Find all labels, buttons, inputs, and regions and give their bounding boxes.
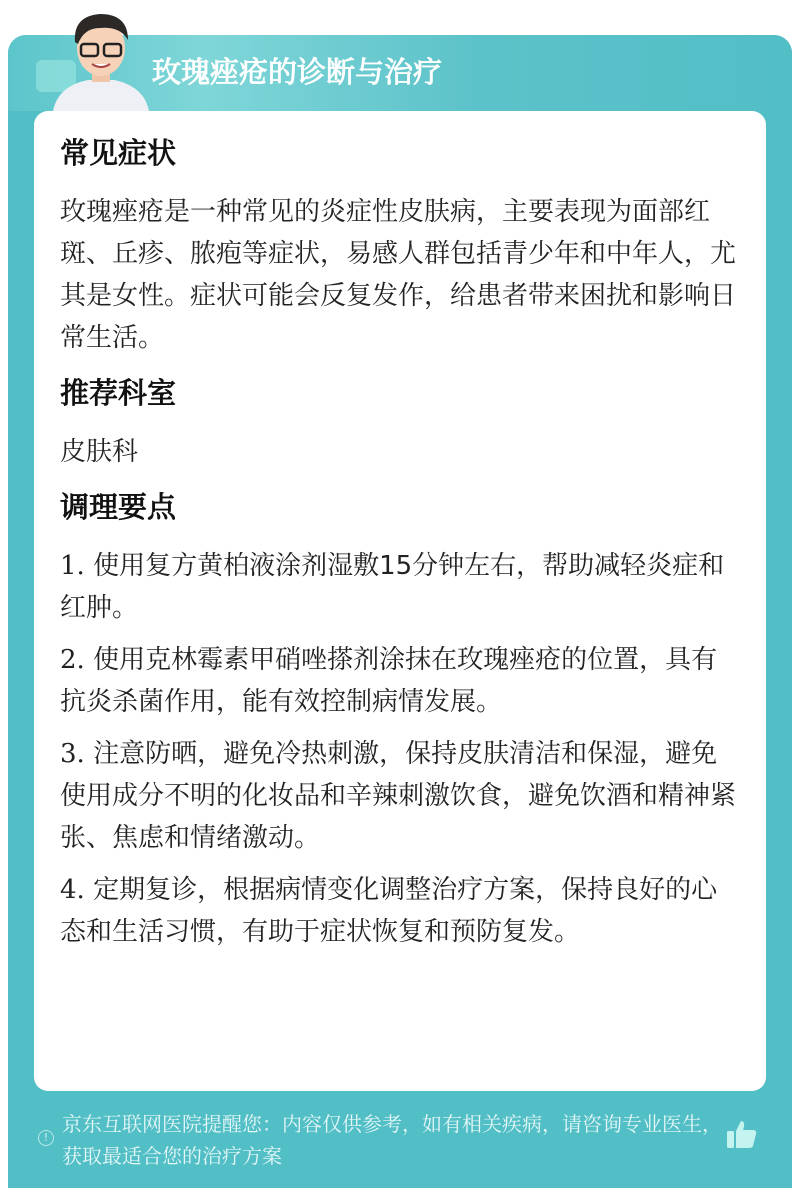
list-item [60,639,740,723]
item-text: 使用克林霉素甲硝唑搽剂涂抹在玫瑰痤疮的位置，具有抗炎杀菌作用，能有效控制病情发展。 [60,645,718,717]
item-number: 2. [60,645,85,675]
list-item [60,733,740,859]
item-number: 3. [60,739,85,769]
item-text: 注意防晒，避免冷热刺激，保持皮肤清洁和保湿，避免使用成分不明的化妆品和辛辣刺激饮食，避免饮酒和精神紧张、焦虑和情绪激动。 [60,739,737,853]
item-number: 1. [60,551,85,581]
doctor-avatar-icon [48,8,154,111]
department-text: 皮肤科 [60,437,139,467]
symptoms-text: 玫瑰痤疮是一种常见的炎症性皮肤病，主要表现为面部红斑、丘疹、脓疱等症状，易感人群包括青少年和中年人，尤其是女性。症状可能会反复发作，给患者带来困扰和影响日常生活。 [60,197,737,353]
section-heading-symptoms: 常见症状 [60,136,177,170]
info-icon: ! [38,1130,54,1146]
thumbs-up-icon[interactable] [726,1118,758,1150]
content-card [34,111,766,1091]
list-item [60,869,740,953]
list-item [60,545,740,629]
item-text: 定期复诊，根据病情变化调整治疗方案，保持良好的心态和生活习惯，有助于症状恢复和预防复发。 [60,875,718,947]
item-number: 4. [60,875,85,905]
page-title: 玫瑰痤疮的诊断与治疗 [152,55,443,89]
disclaimer-text: 京东互联网医院提醒您：内容仅供参考，如有相关疾病，请咨询专业医生，获取最适合您的治疗方案 [62,1112,722,1168]
section-heading-department: 推荐科室 [60,376,177,410]
item-text: 使用复方黄柏液涂剂湿敷15分钟左右，帮助减轻炎症和红肿。 [60,551,725,623]
section-heading-care: 调理要点 [60,490,177,524]
